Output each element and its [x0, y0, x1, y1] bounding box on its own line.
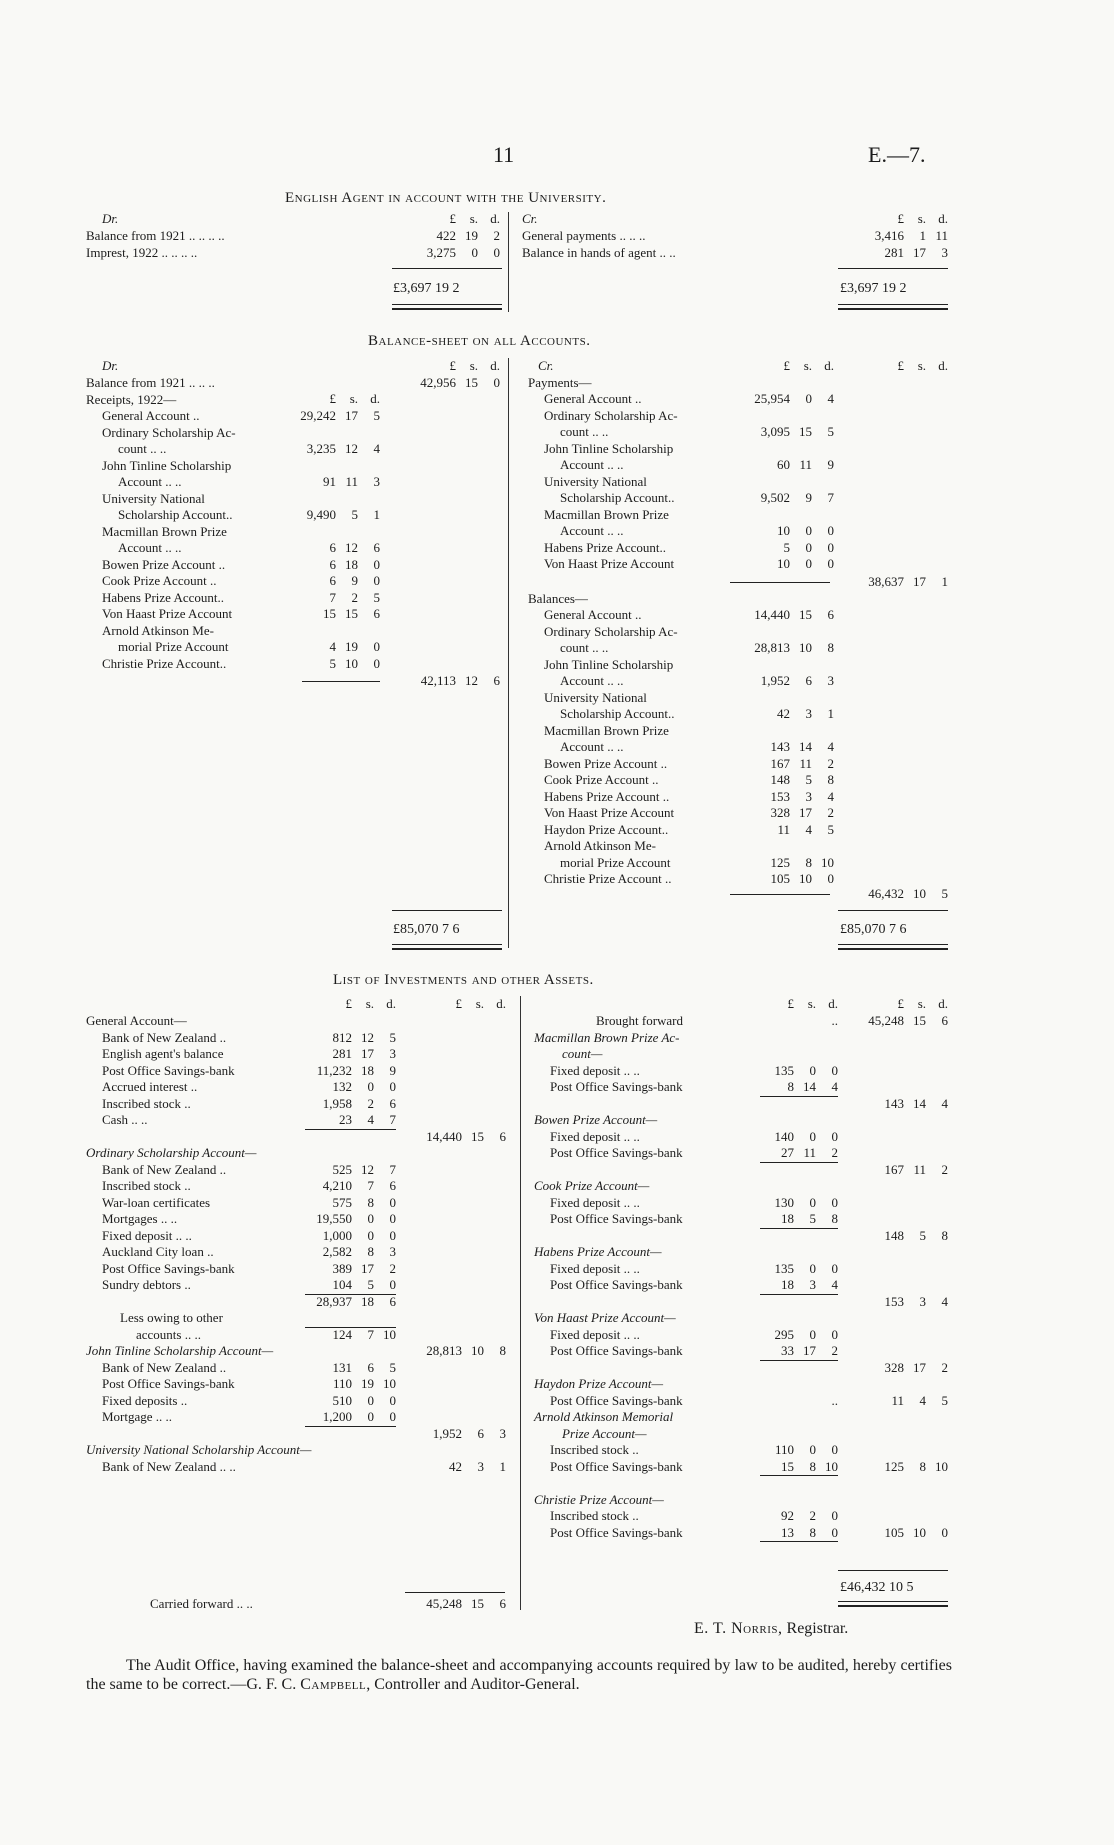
balance-divider — [508, 358, 509, 948]
inv-tinline-rule — [305, 1426, 396, 1427]
payments-labels: General Account .. Ordinary Scholarship Ac- count .. .. John Tinline Scholarship Account .. .. University National Scholarship Account.. Macmillan Brown Prize Account .. .. Habens Prize Account.. Von Haast Prize Account — [544, 391, 678, 571]
agent-dr-amounts: 422 19 2 3,275 0 0 — [426, 228, 500, 260]
carried-forward-label: Carried forward .. .. — [150, 1596, 253, 1611]
balance-dr-top-amount: 42,956 15 0 — [420, 375, 500, 390]
inv-left-header-2: £ s. d. — [455, 996, 506, 1011]
inv-general-rule — [305, 1129, 396, 1130]
inv-right-inner-amounts: .. 135 0 0 8 14 4 140 0 0 27 11 2 130 0 0 18 5 8 135 0 0 18 3 4 295 0 0 33 17 2 .. 110 0 0 15 8 10 92 2 0 13 8 0 — [774, 1013, 838, 1540]
registrar-name: E. T. Norris, — [694, 1620, 783, 1637]
inv-bowen-rule — [760, 1162, 838, 1163]
audit-certificate: The Audit Office, having examined the balance-sheet and accompanying accounts required by law to be audited, hereby certifies the same to be correct.—G. F. C. Campbell, Controller and Auditor-General. — [86, 1657, 952, 1693]
inv-cook-rule — [760, 1228, 838, 1229]
balance-cr-label: Cr. — [538, 358, 554, 373]
agent-cr-amounts: 3,416 1 11 281 17 3 — [874, 228, 948, 260]
carried-forward-rule — [405, 1592, 505, 1593]
balance-dr-header: £ s. d. — [449, 358, 500, 373]
payments-rule — [730, 582, 830, 583]
agent-account-title: English Agent in account with the University. — [285, 190, 607, 206]
receipts-total: 42,113 12 6 — [420, 673, 500, 688]
inv-right-double-rule — [838, 1601, 948, 1607]
balances-amounts: 14,440 15 6 28,813 10 8 1,952 6 3 42 3 1 143 14 4 167 11 2 148 5 8 153 3 4 328 17 2 11 4 5 125 8 10 105 10 0 — [754, 607, 834, 886]
balance-sheet-title: Balance-sheet on all Accounts. — [368, 333, 591, 349]
agent-dr-labels: Balance from 1921 .. .. .. .. Imprest, 1922 .. .. .. .. — [86, 228, 225, 260]
payments-label: Payments— — [528, 375, 592, 390]
receipts-rule — [302, 681, 380, 682]
inv-arnold-rule — [760, 1475, 838, 1476]
inv-vonhaast-rule — [760, 1360, 838, 1361]
inv-macmillan-rule — [760, 1096, 838, 1097]
agent-cr-total: £3,697 19 2 — [840, 281, 907, 296]
balance-cr-rule — [838, 910, 948, 911]
inv-right-header-2: £ s. d. — [897, 996, 948, 1011]
balance-dr-top-label: Balance from 1921 .. .. .. Receipts, 1922— — [86, 375, 215, 407]
receipts-amounts: 29,242 17 5 3,235 12 4 91 11 3 9,490 5 1 6 12 6 6 18 0 6 9 0 7 2 5 15 15 6 4 19 0 5 10 0 — [300, 408, 380, 671]
inv-right-labels: Brought forward Macmillan Brown Prize Ac- count— Fixed deposit .. .. Post Office Savings-bank Bowen Prize Account— Fixed deposit .. .. Post Office Savings-bank Cook Prize Account— Fixed deposit .. .. Post Office Savings-bank Habens Prize Account— Fixed deposit .. .. Post Office Savings-bank Von Haast Prize Account— Fixed deposit .. .. Post Office Savings-bank Haydon Prize Account— Post Office Savings-bank Arnold Atkinson Memorial Prize Account— Inscribed stock .. Post Office Savings-bank Christie Prize Account— Inscribed stock .. Post Office Savings-bank — [534, 1013, 684, 1540]
agent-dr-label: Dr. — [102, 211, 119, 226]
balance-cr-header-1: £ s. d. — [783, 358, 834, 373]
payments-amounts: 25,954 0 4 3,095 15 5 60 11 9 9,502 9 7 10 0 0 5 0 0 10 0 0 — [754, 391, 834, 571]
inv-right-total-rule — [838, 1570, 948, 1571]
inv-habens-rule — [760, 1294, 838, 1295]
agent-dr-rule — [392, 268, 502, 269]
balance-dr-label: Dr. — [102, 358, 119, 373]
agent-cr-label: Cr. — [522, 211, 538, 226]
inv-left-outer-amounts: 14,440 15 6 28,813 10 8 1,952 6 3 42 3 1 — [426, 1128, 506, 1474]
registrar-signature — [694, 1620, 848, 1638]
balances-labels: General Account .. Ordinary Scholarship Ac- count .. .. John Tinline Scholarship Account .. .. University National Scholarship Account.. Macmillan Brown Prize Account .. .. Bowen Prize Account .. Cook Prize Account .. Habens Prize Account .. Von Haast Prize Account Haydon Prize Account.. Arnold Atkinson Me- morial Prize Account Christie Prize Account .. — [544, 607, 678, 886]
balance-dr-double-rule — [392, 944, 502, 950]
carried-forward-amount: 45,248 15 6 — [426, 1596, 506, 1611]
balance-cr-header-2: £ s. d. — [897, 358, 948, 373]
balance-cr-double-rule — [838, 944, 948, 950]
payments-total: 38,637 17 1 — [868, 574, 948, 589]
inv-christie-rule — [760, 1541, 838, 1542]
registrar-title: Registrar. — [786, 1620, 849, 1637]
page-number: 11 — [493, 142, 515, 167]
balances-total: 46,432 10 5 — [868, 886, 948, 901]
inv-right-header-1: £ s. d. — [787, 996, 838, 1011]
auditor-name: Campbell — [300, 1676, 367, 1693]
balance-dr-total: £85,070 7 6 — [393, 922, 460, 937]
agent-cr-labels: General payments .. .. .. Balance in hands of agent .. .. — [522, 228, 676, 260]
agent-cr-rule — [838, 268, 948, 269]
investments-divider — [520, 996, 521, 1610]
agent-cr-header: £ s. d. — [897, 211, 948, 226]
agent-divider — [508, 212, 509, 312]
receipts-labels: General Account .. Ordinary Scholarship Ac- count .. .. John Tinline Scholarship Account .. .. University National Scholarship Account.. Macmillan Brown Prize Account .. .. Bowen Prize Account .. Cook Prize Account .. Habens Prize Account.. Von Haast Prize Account Arnold Atkinson Me- morial Prize Account Christie Prize Account.. — [102, 408, 236, 671]
agent-dr-total: £3,697 19 2 — [393, 281, 460, 296]
inv-left-labels: General Account— Bank of New Zealand .. English agent's balance Post Office Savings-bank Accrued interest .. Inscribed stock .. Cash .. .. Ordinary Scholarship Account— Bank of New Zealand .. Inscribed stock .. War-loan certificates Mortgages .. .. Fixed deposit .. .. Auckland City loan .. Post Office Savings-bank Sundry debtors .. Less owing to other accounts .. .. John Tinline Scholarship Account— Bank of New Zealand .. Post Office Savings-bank Fixed deposits .. Mortgage .. .. University National Scholarship Account— Bank of New Zealand .. .. — [86, 1013, 312, 1474]
inv-left-header-1: £ s. d. — [345, 996, 396, 1011]
inv-right-outer-amounts: 45,248 15 6 143 14 4 167 11 2 148 5 8 153 3 4 328 17 2 11 4 5 125 8 10 105 10 0 — [868, 1013, 948, 1540]
balance-cr-total: £85,070 7 6 — [840, 922, 907, 937]
investments-title: List of Investments and other Assets. — [333, 972, 594, 988]
agent-dr-double-rule — [392, 304, 502, 310]
inv-ordinary-rule — [305, 1294, 396, 1295]
inv-left-inner-amounts: 812 12 5 281 17 3 11,232 18 9 132 0 0 1,958 2 6 23 4 7 525 12 7 4,210 7 6 575 8 0 19,550 0 0 1,000 0 0 2,582 8 3 389 17 2 104 5 0 28,937 18 6 124 7 10 131 6 5 110 19 10 510 0 0 1,200 0 0 — [316, 1029, 396, 1424]
balances-rule — [730, 894, 830, 895]
balance-dr-rule — [392, 910, 502, 911]
receipts-header: £ s. d. — [329, 391, 380, 406]
agent-dr-header: £ s. d. — [449, 211, 500, 226]
inv-less-rule — [305, 1327, 396, 1328]
agent-cr-double-rule — [838, 304, 948, 310]
investments-grand-total: £46,432 10 5 — [840, 1580, 914, 1595]
page-reference: E.—7. — [868, 142, 926, 167]
balances-label: Balances— — [528, 591, 588, 606]
